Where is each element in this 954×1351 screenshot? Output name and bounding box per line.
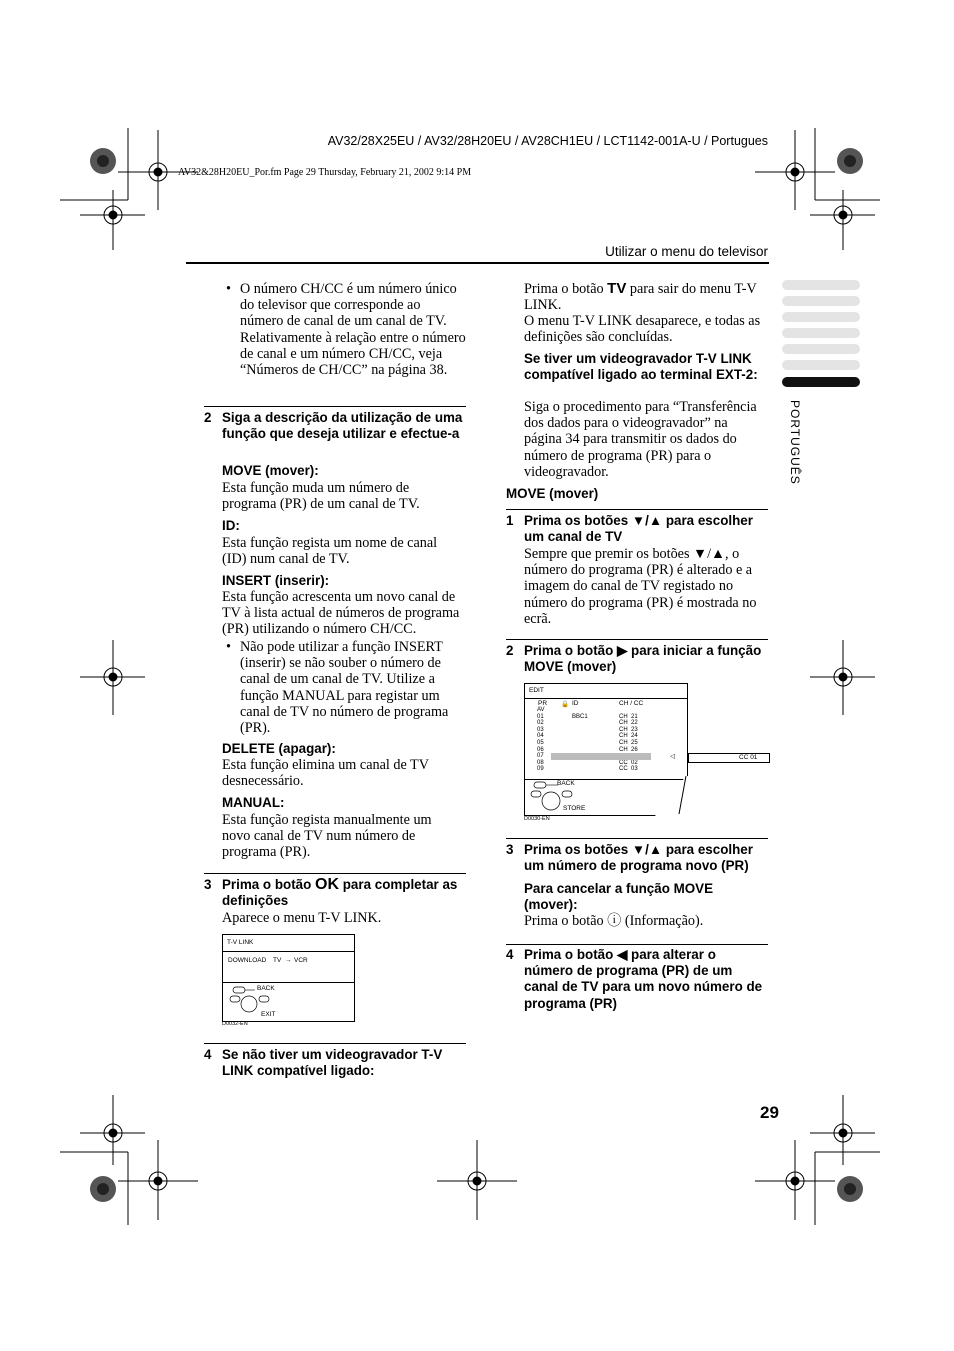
menu-disappears-text: O menu T-V LINK desaparece, e todas as definições são concluídas. bbox=[524, 313, 761, 346]
col-pr: PR bbox=[538, 700, 548, 707]
cancel-text: Prima o botão ⓘ (Informação). bbox=[524, 913, 704, 929]
file-info-line: AV32&28H20EU_Por.fm Page 29 Thursday, February 21, 2002 9:14 PM bbox=[178, 167, 472, 178]
moving-channel-box bbox=[688, 753, 770, 763]
menu-corner-cut bbox=[655, 776, 690, 816]
step-text: Aparece o menu T-V LINK. bbox=[222, 910, 382, 926]
edit-row-pr: 01 bbox=[537, 713, 544, 720]
edit-row-pr: 06 bbox=[537, 746, 544, 753]
figure-code: D0032-EN bbox=[222, 1021, 248, 1027]
menu-title: EDIT bbox=[529, 687, 544, 694]
step-number: 3 bbox=[506, 842, 514, 857]
vcr-label: VCR bbox=[294, 957, 308, 964]
step-number: 2 bbox=[204, 410, 212, 425]
divider bbox=[506, 509, 768, 510]
edit-row-chcc: CH 22 bbox=[619, 720, 638, 727]
header-rule bbox=[186, 262, 769, 264]
lock-icon: 🔒 bbox=[561, 701, 570, 708]
edit-row-pr: 07 bbox=[537, 753, 544, 760]
step-number: 4 bbox=[204, 1047, 212, 1062]
col-id: ID bbox=[572, 700, 579, 707]
edit-row-chcc: CH 23 bbox=[619, 726, 638, 733]
download-label: DOWNLOAD bbox=[228, 957, 267, 964]
edit-row-pr: 04 bbox=[537, 733, 544, 740]
divider bbox=[506, 838, 768, 839]
tv-label: TV bbox=[273, 957, 282, 964]
step-title: Prima os botões ▼/▲ para escolher um canal de TV bbox=[524, 513, 753, 545]
divider bbox=[506, 639, 768, 640]
vcr-heading: Se tiver um videogravador T-V LINK compatível ligado ao terminal EXT-2: bbox=[524, 351, 758, 383]
edit-row-pr: AV bbox=[537, 707, 545, 713]
tv-exit-text: Prima o botão TV para sair do menu T-V LINK. bbox=[524, 280, 757, 314]
insert-heading: INSERT (inserir): bbox=[222, 573, 330, 588]
step-text: Sempre que premir os botões ▼/▲, o número do programa (PR) é alterado e a imagem do canal de TV registado no número do programa (PR) é mostrada no ecrã. bbox=[524, 546, 757, 627]
divider bbox=[204, 873, 466, 874]
edit-row-pr: 09 bbox=[537, 766, 544, 773]
manual-heading: MANUAL: bbox=[222, 795, 285, 810]
edit-row-chcc: CC 03 bbox=[619, 766, 638, 773]
move-section-heading: MOVE (mover) bbox=[506, 486, 599, 501]
step-title: Prima os botões ▼/▲ para escolher um número de programa novo (PR) bbox=[524, 842, 753, 874]
divider bbox=[506, 944, 768, 945]
move-pointer-icon: ◁ bbox=[670, 753, 675, 760]
vcr-text: Siga o procedimento para “Transferência dos dados para o videogravador” na página 34 para transmitir os dados do número de programa (PR) para o videogravador. bbox=[524, 399, 757, 480]
arrow-icon: → bbox=[285, 957, 292, 964]
tv-button-glyph: TV bbox=[607, 280, 627, 297]
figure-code: D0030-EN bbox=[524, 816, 550, 822]
step-number: 4 bbox=[506, 947, 514, 962]
move-text: Esta função muda um número de programa (PR) de um canal de TV. bbox=[222, 480, 420, 513]
intro-bullet: • O número CH/CC é um número único do televisor que corresponde ao número de canal de um canal de TV. Relativamente à relação entre o número de canal e um número CH/CC, veja “Números de CH/CC” na página 38. bbox=[240, 281, 466, 378]
edit-row-chcc: CH 25 bbox=[619, 740, 638, 746]
section-title: Utilizar o menu do televisor bbox=[605, 244, 768, 259]
edit-row-chcc: CC 02 bbox=[619, 759, 638, 766]
edit-row-pr: 02 bbox=[537, 720, 544, 727]
menu-title: T-V LINK bbox=[227, 939, 254, 946]
back-label: BACK bbox=[257, 985, 275, 992]
insert-text: Esta função acrescenta um novo canal de TV à lista actual de números de programa (PR) utilizando o número CH/CC. bbox=[222, 589, 460, 638]
back-label: BACK bbox=[557, 780, 575, 787]
step-number: 1 bbox=[506, 513, 514, 528]
ok-button-glyph: OK bbox=[315, 876, 340, 893]
step-title: Prima o botão ◀ para alterar o número de programa (PR) de um canal de TV para um novo número de programa (PR) bbox=[524, 947, 763, 1011]
id-heading: ID: bbox=[222, 518, 240, 533]
cancel-heading: Para cancelar a função MOVE (mover): bbox=[524, 881, 714, 913]
model-line: AV32/28X25EU / AV32/28H20EU / AV28CH1EU / LCT1142-001A-U / Portugues bbox=[327, 134, 768, 148]
step-title: Prima o botão ▶ para iniciar a função MOVE (mover) bbox=[524, 643, 762, 675]
col-chcc: CH / CC bbox=[619, 700, 644, 707]
step-title: Se não tiver um videogravador T-V LINK compatível ligado: bbox=[222, 1047, 443, 1079]
edit-row-chcc: CH 24 bbox=[619, 733, 638, 740]
language-tab-label: PORTUGUÊS bbox=[788, 400, 802, 485]
edit-row-id: BBC1 bbox=[572, 713, 588, 720]
exit-label: EXIT bbox=[261, 1011, 276, 1018]
edit-row-pr: 08 bbox=[537, 759, 544, 766]
manual-text: Esta função regista manualmente um novo canal de TV num número de programa (PR). bbox=[222, 812, 432, 861]
edit-row-pr: 05 bbox=[537, 740, 544, 746]
page-number: 29 bbox=[760, 1103, 779, 1122]
id-text: Esta função regista um nome de canal (ID) num canal de TV. bbox=[222, 535, 438, 568]
selection-highlight bbox=[551, 753, 651, 760]
divider bbox=[204, 406, 466, 407]
step-title: Siga a descrição da utilização de uma função que deseja utilizar e efectue-a bbox=[222, 410, 463, 442]
moving-channel-label: CC 01 bbox=[739, 754, 758, 761]
delete-text: Esta função elimina um canal de TV desnecessário. bbox=[222, 757, 429, 790]
edit-row-chcc: CH 21 bbox=[619, 713, 638, 720]
tvlink-menu-illustration bbox=[222, 934, 355, 1022]
move-heading: MOVE (mover): bbox=[222, 463, 319, 478]
insert-bullet: • Não pode utilizar a função INSERT (inserir) se não souber o número de canal de um canal de TV. Utilize a função MANUAL para registar um canal de TV no número de programa (PR). bbox=[240, 639, 462, 736]
step-number: 2 bbox=[506, 643, 514, 658]
step-number: 3 bbox=[204, 877, 212, 892]
edit-row-pr: 03 bbox=[537, 726, 544, 733]
step-title: Prima o botão OK para completar as definições bbox=[222, 876, 458, 909]
store-label: STORE bbox=[563, 805, 586, 812]
delete-heading: DELETE (apagar): bbox=[222, 741, 336, 756]
edit-row-chcc: CH 26 bbox=[619, 746, 638, 753]
divider bbox=[204, 1043, 466, 1044]
